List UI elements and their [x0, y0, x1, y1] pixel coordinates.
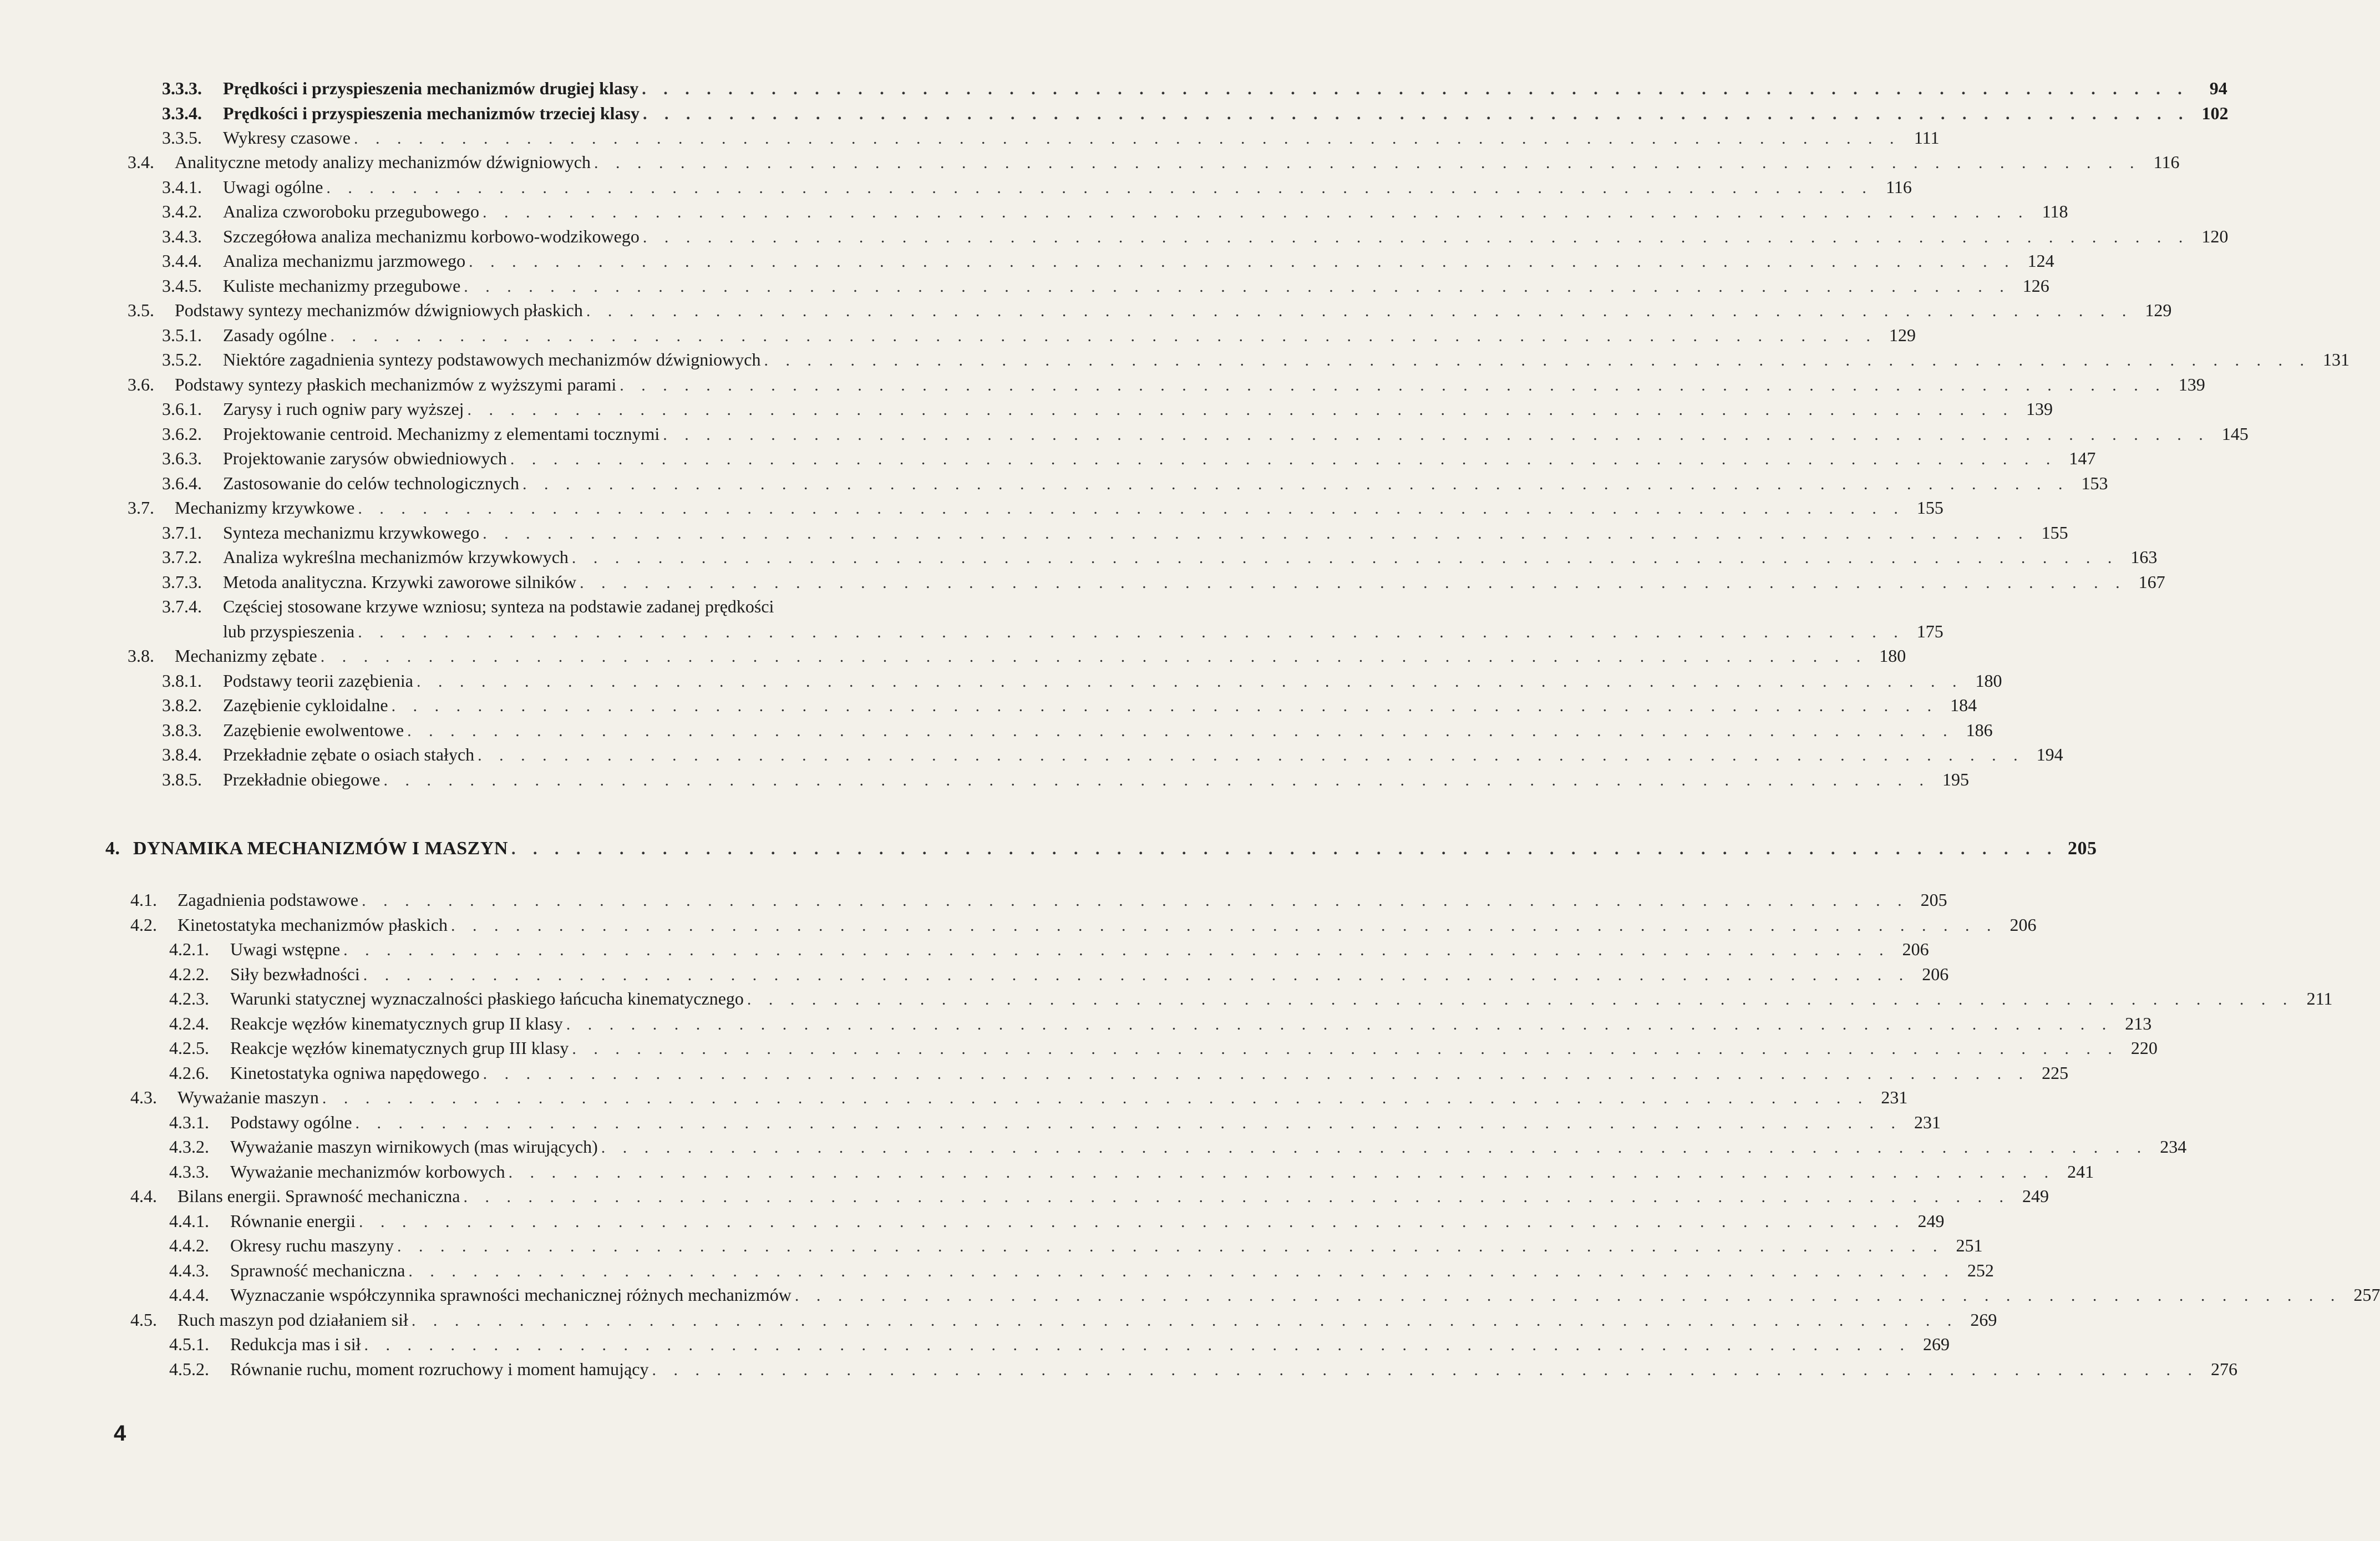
toc-entry-4-5-2: 4.5.2. Równanie ruchu, moment rozruchowy i moment hamujący . . . 276: [169, 1357, 950, 1381]
toc-entry-4-4-2: 4.4.2. Okresy ruchu maszyny . . . 251: [169, 1233, 950, 1258]
dot-leader: [356, 1210, 1906, 1234]
dot-leader: [327, 324, 1877, 348]
toc-entry-3-3-3: 3.3.3. Prędkości i przyspieszenia mechanizmów drugiej klasy . . . 94: [162, 76, 950, 100]
dot-leader: [354, 620, 1905, 645]
dot-leader: [583, 299, 2133, 323]
toc-entry-3-8: 3.8. Mechanizmy zębate . . . 180: [128, 643, 950, 668]
toc-entry-4-3-3: 4.3.3. Wyważanie mechanizmów korbowych . . . 241: [169, 1159, 950, 1184]
toc-entry-4-4-3: 4.4.3. Sprawność mechaniczna . . . 252: [169, 1258, 950, 1283]
toc-entry-3-6-1: 3.6.1. Zarysy i ruch ogniw pary wyższej . . . 139: [162, 397, 950, 421]
toc-entry-3-8-1: 3.8.1. Podstawy teorii zazębienia . . . 180: [162, 668, 950, 693]
toc-entry-4-3-2: 4.3.2. Wyważanie maszyn wirnikowych (mas wirujących) . . . 234: [169, 1134, 950, 1159]
toc-entry-3-6: 3.6. Podstawy syntezy płaskich mechanizmów z wyższymi parami . . . 139: [128, 372, 950, 397]
toc-entry-3-7-1: 3.7.1. Synteza mechanizmu krzywkowego . . . 155: [162, 520, 950, 545]
toc-entry-4-2-2: 4.2.2. Siły bezwładności . . . 206: [169, 962, 950, 986]
dot-leader: [408, 1309, 1958, 1333]
toc-entry-4-2-1: 4.2.1. Uwagi wstępne . . . 206: [169, 937, 950, 961]
dot-leader: [474, 743, 2024, 768]
toc-entry-3-8-2: 3.8.2. Zazębienie cykloidalne . . . 184: [162, 693, 950, 717]
toc-entry-3-6-2: 3.6.2. Projektowanie centroid. Mechanizmy z elementami tocznymi . . . 145: [162, 422, 950, 446]
toc-entry-4-2-4: 4.2.4. Reakcje węzłów kinematycznych grup II klasy . . . 213: [169, 1011, 950, 1036]
dot-leader: [480, 1062, 2030, 1086]
dot-leader: [358, 889, 1909, 913]
toc-entry-3-4-1: 3.4.1. Uwagi ogólne . . . 116: [162, 175, 950, 199]
toc-entry-4-1: 4.1. Zagadnienia podstawowe . . . 205: [130, 888, 950, 912]
dot-leader: [791, 1284, 2342, 1308]
toc-entry-3-8-5: 3.8.5. Przekładnie obiegowe . . . 195: [162, 767, 950, 792]
dot-leader: [569, 546, 2119, 570]
dot-leader: [413, 670, 1963, 694]
page-number: 4: [114, 1421, 126, 1446]
toc-entry-4-2-5: 4.2.5. Reakcje węzłów kinematycznych grup III klasy . . . 220: [169, 1036, 950, 1060]
dot-leader: [507, 447, 2057, 472]
dot-leader: [448, 914, 1998, 938]
dot-leader: [351, 126, 1901, 151]
dot-leader: [323, 176, 1873, 200]
toc-entry-3-3-5: 3.3.5. Wykresy czasowe . . . 111: [162, 125, 950, 150]
toc-entry-3-7-2: 3.7.2. Analiza wykreślna mechanizmów krzywkowych . . . 163: [162, 545, 950, 569]
toc-entry-3-6-4: 3.6.4. Zastosowanie do celów technologicznych . . . 153: [162, 471, 950, 495]
dot-leader: [460, 275, 2011, 299]
toc-entry-4-3-1: 4.3.1. Podstawy ogólne . . . 231: [169, 1110, 950, 1134]
dot-leader: [361, 1333, 1911, 1357]
toc-entry-3-7: 3.7. Mechanizmy krzywkowe . . . 155: [128, 495, 950, 520]
dot-leader: [317, 645, 1868, 669]
dot-leader: [505, 1160, 2056, 1185]
dot-leader: [519, 472, 2069, 496]
dot-leader: [569, 1037, 2119, 1061]
toc-entry-4-4-1: 4.4.1. Równanie energii . . . 249: [169, 1209, 950, 1233]
toc-entry-3-8-3: 3.8.3. Zazębienie ewolwentowe . . . 186: [162, 718, 950, 742]
toc-entry-4-2-6: 4.2.6. Kinetostatyka ogniwa napędowego . . . 225: [169, 1061, 950, 1085]
dot-leader: [598, 1136, 2148, 1160]
dot-leader: [404, 719, 1954, 743]
dot-leader: [352, 1111, 1902, 1136]
dot-leader: [744, 987, 2294, 1012]
dot-leader: [616, 373, 2166, 398]
dot-leader: [360, 963, 1910, 987]
chapter-heading-4: 4. DYNAMIKA MECHANIZMÓW I MASZYN . . . 205: [105, 837, 950, 861]
dot-leader: [640, 225, 2190, 250]
dot-leader: [388, 694, 1938, 718]
toc-entry-4-5-1: 4.5.1. Redukcja mas i sił . . . 269: [169, 1332, 950, 1356]
toc-entry-3-4-5: 3.4.5. Kuliste mechanizmy przegubowe . . . 126: [162, 273, 950, 298]
toc-entry-3-7-4: 3.7.4. Częściej stosowane krzywe wzniosu; synteza na podstawie zadanej prędkości: [162, 596, 774, 616]
toc-entry-4-5: 4.5. Ruch maszyn pod działaniem sił . . . 269: [130, 1307, 950, 1332]
toc-entry-3-7-3: 3.7.3. Metoda analityczna. Krzywki zaworowe silników . . . 167: [162, 570, 950, 594]
dot-leader: [640, 102, 2190, 126]
toc-entry-3-3-4: 3.3.4. Prędkości i przyspieszenia mechanizmów trzeciej klasy . . . 102: [162, 101, 950, 125]
toc-entry-3-4-3: 3.4.3. Szczegółowa analiza mechanizmu korbowo-wodzikowego . . . 120: [162, 224, 950, 249]
dot-leader: [648, 1358, 2199, 1382]
toc-entry-3-8-4: 3.8.4. Przekładnie zębate o osiach stałych . . . 194: [162, 742, 950, 767]
toc-entry-4-3: 4.3. Wyważanie maszyn . . . 231: [130, 1085, 950, 1109]
toc-entry-3-5: 3.5. Podstawy syntezy mechanizmów dźwigniowych płaskich . . . 129: [128, 298, 950, 322]
dot-leader: [659, 423, 2210, 447]
toc-entry-3-6-3: 3.6.3. Projektowanie zarysów obwiedniowych . . . 147: [162, 446, 950, 470]
dot-leader: [354, 496, 1905, 521]
dot-leader: [563, 1012, 2113, 1037]
dot-leader: [464, 398, 2014, 422]
toc-entry-3-4-2: 3.4.2. Analiza czworoboku przegubowego . . . 118: [162, 199, 950, 224]
dot-leader: [638, 77, 2189, 102]
dot-leader: [508, 837, 2058, 861]
toc-entry-4-2: 4.2. Kinetostatyka mechanizmów płaskich . . . 206: [130, 913, 950, 937]
toc-entry-3-7-4-continuation: lub przyspieszenia . . . 175: [223, 619, 950, 643]
toc-entry-3-4: 3.4. Analityczne metody analizy mechanizmów dźwigniowych . . . 116: [128, 150, 950, 174]
dot-leader: [405, 1259, 1955, 1284]
toc-entry-3-5-2: 3.5.2. Niektóre zagadnienia syntezy podstawowych mechanizmów dźwigniowych . . . 131: [162, 347, 950, 372]
dot-leader: [394, 1234, 1944, 1259]
toc-entry-3-5-1: 3.5.1. Zasady ogólne . . . 129: [162, 323, 950, 347]
dot-leader: [479, 200, 2029, 225]
dot-leader: [576, 571, 2127, 595]
dot-leader: [465, 250, 2016, 274]
dot-leader: [380, 768, 1930, 793]
toc-entry-4-4-4: 4.4.4. Wyznaczanie współczynnika sprawności mechanicznej różnych mechanizmów . . . 257: [169, 1283, 950, 1307]
dot-leader: [340, 938, 1890, 962]
toc-entry-4-2-3: 4.2.3. Warunki statycznej wyznaczalności płaskiego łańcucha kinematycznego . . . 211: [169, 986, 950, 1011]
dot-leader: [319, 1086, 1869, 1111]
toc-entry-3-4-4: 3.4.4. Analiza mechanizmu jarzmowego . . . 124: [162, 249, 950, 273]
dot-leader: [479, 521, 2029, 546]
toc-entry-4-4: 4.4. Bilans energii. Sprawność mechaniczna . . . 249: [130, 1184, 950, 1208]
dot-leader: [760, 348, 2311, 373]
dot-leader: [591, 151, 2141, 175]
dot-leader: [460, 1185, 2010, 1209]
